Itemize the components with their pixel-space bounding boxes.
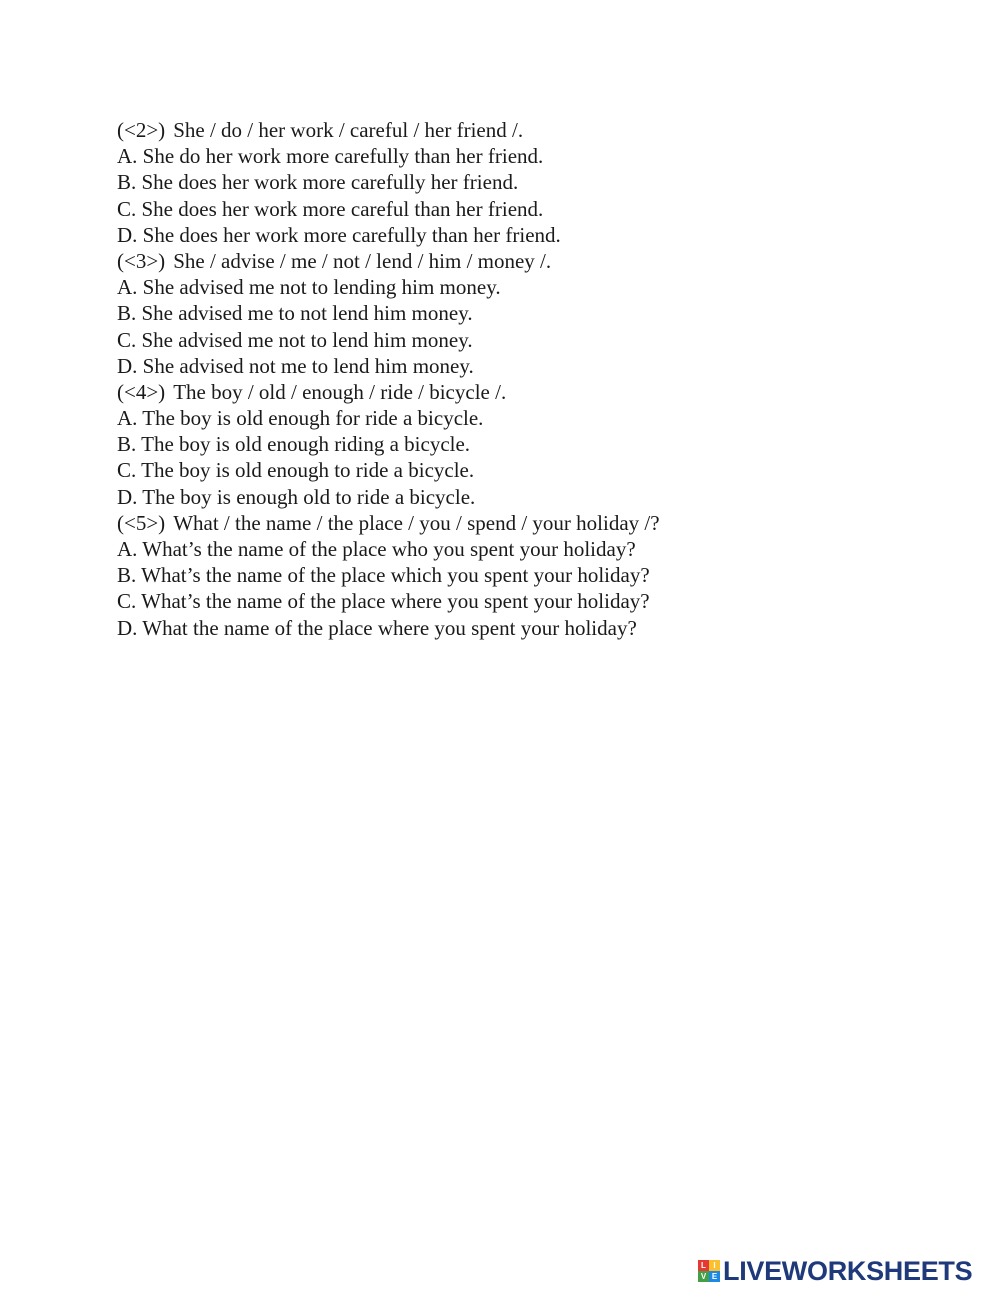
- option-a[interactable]: A. The boy is old enough for ride a bicycle.: [117, 406, 484, 431]
- question-number: (<5>): [117, 510, 166, 535]
- option-a[interactable]: A. What’s the name of the place who you spent your holiday?: [117, 537, 636, 561]
- question-prompt: [117, 510, 917, 536]
- option-c[interactable]: C. The boy is old enough to ride a bicycle.: [117, 458, 475, 483]
- question-prompt: [117, 248, 917, 274]
- option-d[interactable]: D. She advised not me to lend him money.: [117, 353, 474, 378]
- option-b[interactable]: B. She advised me to not lend him money.: [117, 301, 473, 326]
- question-5: [117, 510, 917, 641]
- option-a[interactable]: A. She advised me not to lending him money.: [117, 275, 501, 300]
- question-text: She / advise / me / not / lend / him / money /.: [173, 248, 552, 273]
- logo-letter-e: E: [709, 1271, 720, 1282]
- question-text: She / do / her work / careful / her friend /.: [173, 118, 524, 142]
- option-b[interactable]: B. What’s the name of the place which you spent your holiday?: [117, 563, 650, 588]
- option-a[interactable]: A. She do her work more carefully than her friend.: [117, 144, 544, 169]
- logo-letter-v: V: [698, 1271, 709, 1282]
- question-4: [117, 379, 917, 510]
- option-b[interactable]: B. The boy is old enough riding a bicycle.: [117, 432, 471, 457]
- question-prompt: [117, 117, 917, 143]
- logo-letter-l: L: [698, 1260, 709, 1271]
- option-b[interactable]: B. She does her work more carefully her friend.: [117, 170, 519, 195]
- option-d[interactable]: D. She does her work more carefully than her friend.: [117, 222, 561, 247]
- question-number: (<4>): [117, 379, 166, 404]
- liveworksheets-logo: [698, 1256, 972, 1286]
- option-d[interactable]: D. What the name of the place where you spent your holiday?: [117, 615, 637, 640]
- question-2: [117, 117, 917, 248]
- worksheet: [117, 117, 917, 641]
- question-prompt: [117, 379, 917, 405]
- question-text: What / the name / the place / you / spend / your holiday /?: [173, 510, 660, 535]
- option-c[interactable]: C. She advised me not to lend him money.: [117, 327, 473, 352]
- option-c[interactable]: C. She does her work more careful than her friend.: [117, 196, 544, 221]
- question-text: The boy / old / enough / ride / bicycle /.: [173, 379, 507, 404]
- option-c[interactable]: C. What’s the name of the place where you spent your holiday?: [117, 589, 650, 614]
- logo-letter-i: I: [709, 1260, 720, 1271]
- logo-text: LIVEWORKSHEETS: [723, 1255, 973, 1286]
- question-3: [117, 248, 917, 379]
- option-d[interactable]: D. The boy is enough old to ride a bicycle.: [117, 484, 476, 509]
- logo-mark-icon: [698, 1260, 720, 1282]
- question-number: (<2>): [117, 118, 166, 142]
- question-number: (<3>): [117, 248, 166, 273]
